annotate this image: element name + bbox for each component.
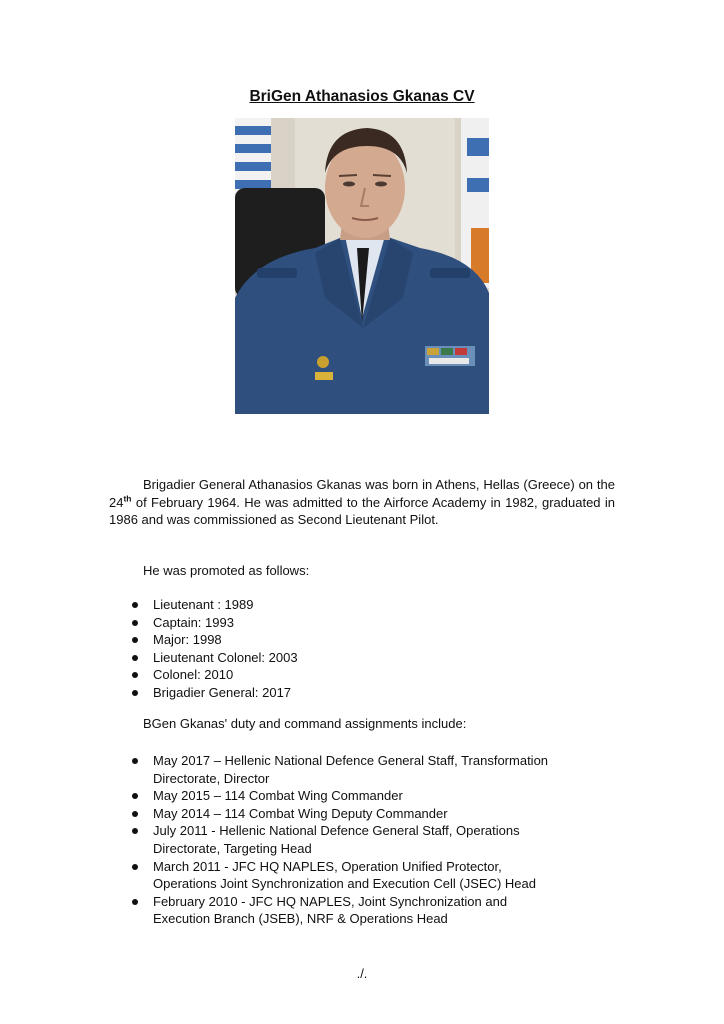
bullet-icon (132, 602, 138, 608)
bullet-icon (132, 672, 138, 678)
portrait-photo (235, 118, 489, 414)
bullet-icon (132, 864, 138, 870)
flag-right (461, 118, 489, 288)
list-item: May 2015 – 114 Combat Wing Commander (130, 787, 610, 805)
greek-flag-left (235, 118, 271, 193)
list-item: July 2011 - Hellenic National Defence General Staff, Operations Directorate, Targeting Head (130, 822, 610, 857)
bullet-icon (132, 637, 138, 643)
bullet-icon (132, 793, 138, 799)
intro-text-part1: Brigadier General Athanasios Gkanas was born in Athens, Hellas (Greece) on the 24 (109, 477, 615, 510)
bullet-icon (132, 655, 138, 661)
page-footer: ./. (356, 966, 368, 981)
list-item: Lieutenant Colonel: 2003 (130, 649, 610, 667)
list-item: February 2010 - JFC HQ NAPLES, Joint Synchronization and Execution Branch (JSEB), NRF & Operations Head (130, 893, 610, 928)
bullet-icon (132, 620, 138, 626)
list-item: Captain: 1993 (130, 614, 610, 632)
list-item: May 2017 – Hellenic National Defence General Staff, Transformation Directorate, Director (130, 752, 610, 787)
list-item: Major: 1998 (130, 631, 610, 649)
document-title: BriGen Athanasios Gkanas CV (249, 88, 475, 105)
bullet-icon (132, 899, 138, 905)
list-item: Lieutenant : 1989 (130, 596, 610, 614)
list-item: May 2014 – 114 Combat Wing Deputy Commander (130, 805, 610, 823)
intro-text-part2: of February 1964. He was admitted to the Airforce Academy in 1982, graduated in 1986 and was commissioned as Second Lieutenant Pilot. (109, 494, 615, 527)
assignments-heading: BGen Gkanas' duty and command assignments include: (143, 716, 467, 731)
list-item: March 2011 - JFC HQ NAPLES, Operation Unified Protector, Operations Joint Synchronization and Execution Cell (JSEC) Head (130, 858, 610, 893)
assignments-list (130, 752, 610, 928)
bullet-icon (132, 811, 138, 817)
promotions-heading: He was promoted as follows: (143, 563, 310, 578)
list-item: Brigadier General: 2017 (130, 684, 610, 702)
bullet-icon (132, 758, 138, 764)
intro-superscript: th (123, 493, 132, 504)
list-item: Colonel: 2010 (130, 666, 610, 684)
bullet-icon (132, 690, 138, 696)
bullet-icon (132, 828, 138, 834)
promotions-list (130, 596, 610, 702)
intro-paragraph (109, 476, 615, 529)
